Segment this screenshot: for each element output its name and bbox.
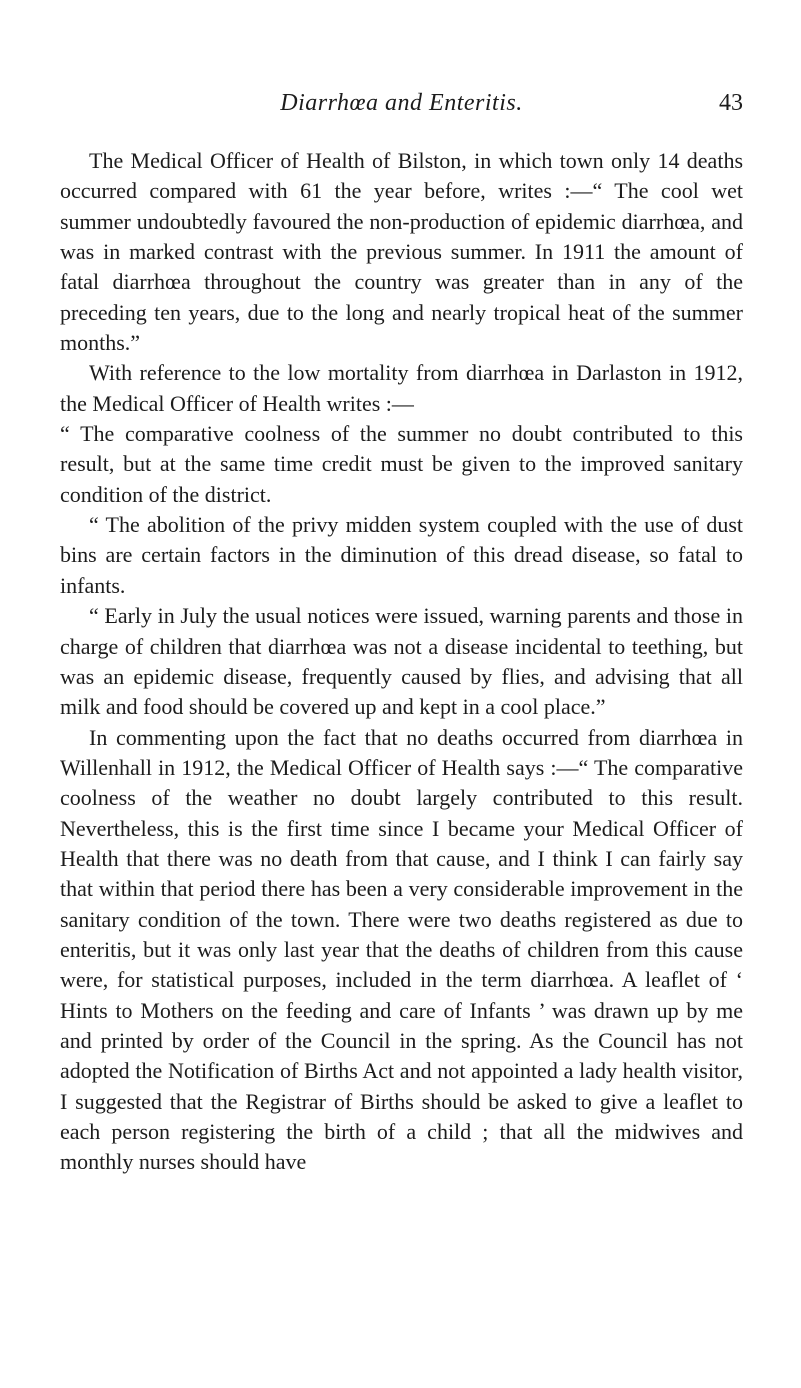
paragraph-willenhall: In commenting upon the fact that no deaths occurred from diarrhœa in Willenhall in 1912, the Medical Officer of Health says :—“ The comparative coolness of the weather no doubt largely contributed to this result. Nevertheless, this is the first time since I became your Medical Officer of Health that there was no death from that cause, and I think I can fairly say that within that period there has been a very considerable improvement in the sanitary condition of the town. There were two deaths registered as due to enteritis, but it was only last year that the deaths of children from this cause were, for statistical purposes, included in the term diarrhœa. A leaflet of ‘ Hints to Mothers on the feeding and care of Infants ’ was drawn up by me and printed by order of the Council in the spring. As the Council has not adopted the Notification of Births Act and not appointed a lady health visitor, I suggested that the Registrar of Births should be asked to give a leaflet to each person registering the birth of a child ; that all the midwives and monthly nurses should have xyxy=(60,724,743,1175)
paragraph-bilston: The Medical Officer of Health of Bilston, in which town only 14 deaths occurred compared with 61 the year before, writes :—“ The cool wet summer undoubtedly favoured the non-production of epidemic diarrhœa, and was in marked contrast with the previous summer. In 1911 the amount of fatal diarrhœa throughout the country was greater than in any of the preceding ten years, due to the long and nearly tropical heat of the summer months.” xyxy=(60,148,743,356)
paragraph-july-notices: “ Early in July the usual notices were issued, warning parents and those in charge of children that diarrhœa was not a disease incidental to teething, but was an epidemic disease, frequently caused by flies, and advising that all milk and food should be covered up and kept in a cool place.” xyxy=(60,603,743,720)
paragraph-darlaston-quote: “ The comparative coolness of the summer no doubt contributed to this result, but at the same time credit must be given to the improved sanitary condition of the district. xyxy=(60,421,743,507)
running-head xyxy=(60,90,743,124)
paragraph-darlaston-intro: With reference to the low mortality from diarrhœa in Darlaston in 1912, the Medical Officer of Health writes :— xyxy=(60,360,743,416)
paragraph-privy-midden: “ The abolition of the privy midden system coupled with the use of dust bins are certain factors in the diminution of this dread disease, so fatal to infants. xyxy=(60,512,743,598)
running-title: Diarrhœa and Enteritis. xyxy=(280,90,523,116)
body-text xyxy=(60,146,743,1178)
page-number: 43 xyxy=(719,90,743,116)
